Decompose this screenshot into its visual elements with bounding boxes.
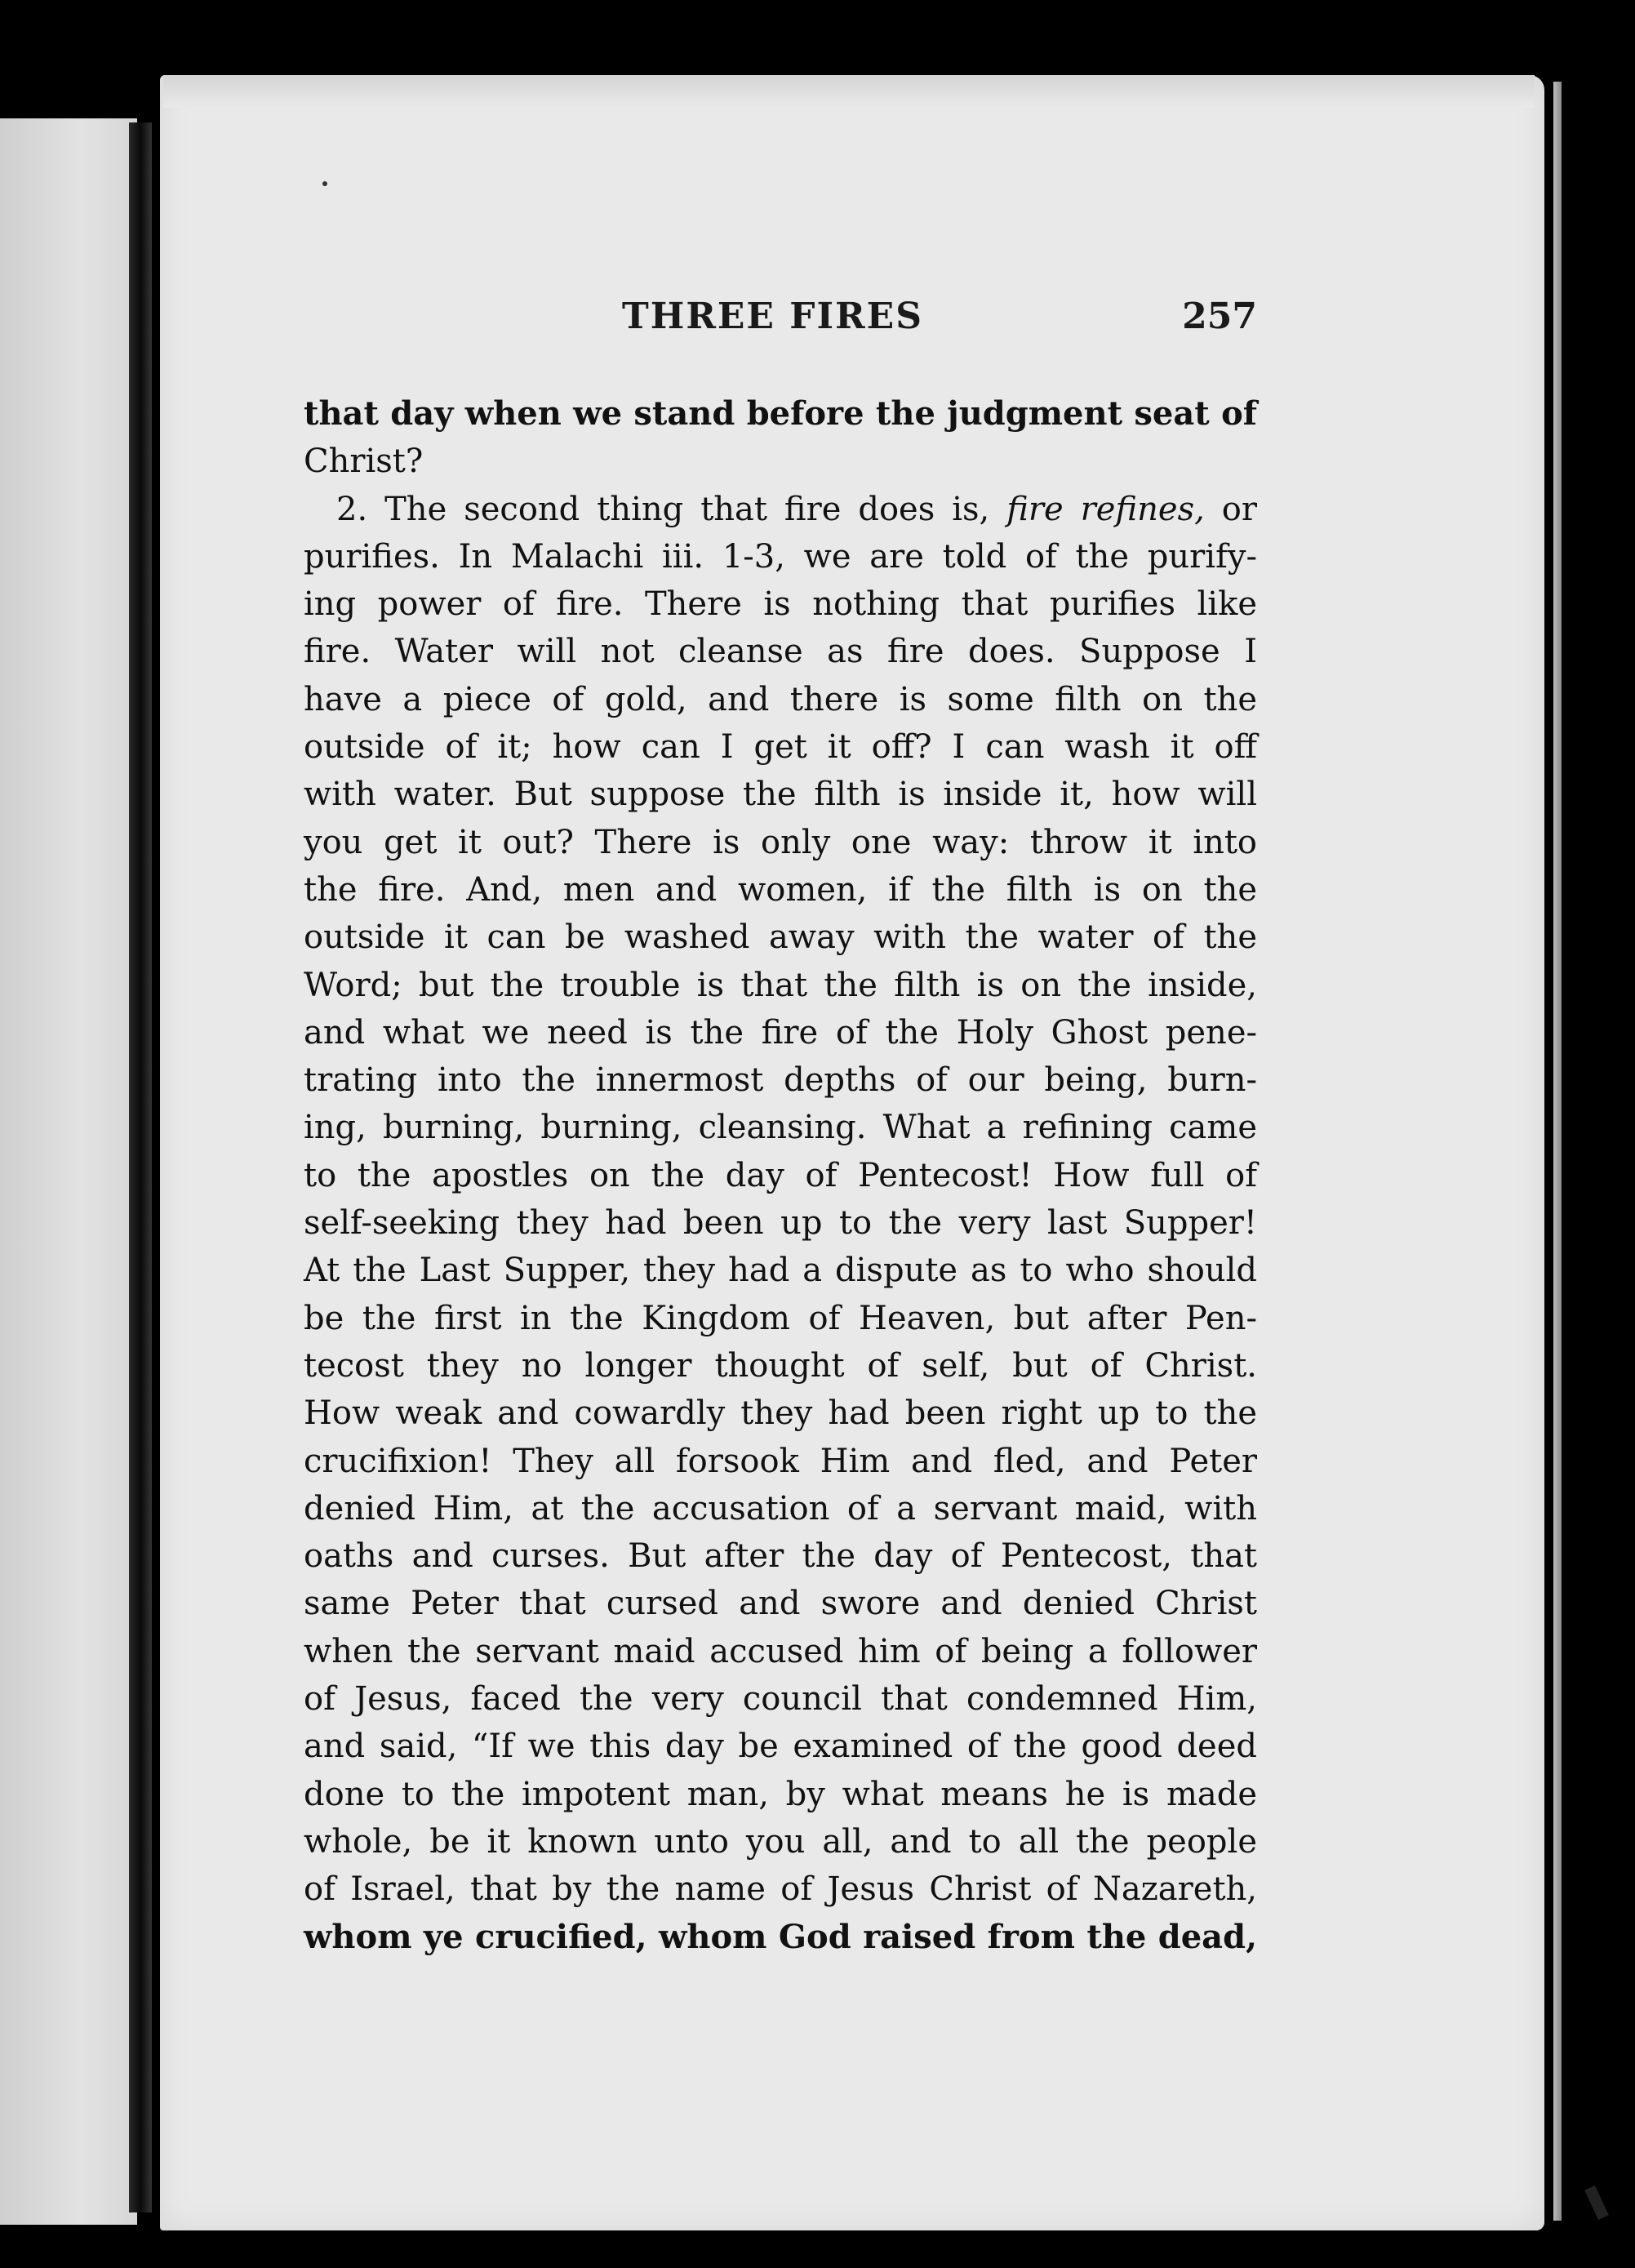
body-text [304,390,1257,1961]
page-top-shadow [163,75,1535,108]
text-line: At the Last Supper, they had a dispute as to who should [304,1252,1257,1290]
text-line: same Peter that cursed and swore and denied Christ [304,1585,1257,1623]
text-line: whom ye crucified, whom God raised from the dead, [304,1917,1257,1956]
page-number: 257 [1182,296,1257,337]
text-line: outside it can be washed away with the water of the [304,918,1257,957]
text-line: fire. Water will not cleanse as fire does. Suppose I [304,633,1257,671]
text-line: and said, “If we this day be examined of the good deed [304,1728,1257,1766]
corner-mark [1584,2186,1609,2220]
text-line: and what we need is the fire of the Holy Ghost pene- [304,1013,1257,1052]
text-line: purifies. In Malachi iii. 1-3, we are told of the purify- [304,537,1257,576]
text-line: oaths and curses. But after the day of Pentecost, that [304,1537,1257,1576]
text-line: with water. But suppose the filth is inside it, how will [304,776,1257,814]
text-line: be the first in the Kingdom of Heaven, but after Pen- [304,1299,1257,1337]
running-title: THREE FIRES [622,296,923,337]
text-segment: or [1204,490,1257,528]
text-line: whole, be it known unto you all, and to all the people [304,1822,1257,1861]
text-line: you get it out? There is only one way: throw it into [304,823,1257,861]
text-line: crucifixion! They all forsook Him and fled, and Peter [304,1442,1257,1480]
running-header [304,296,1257,345]
text-line: How weak and cowardly they had been right up to the [304,1394,1257,1433]
text-line [304,486,1257,533]
text-line: trating into the innermost depths of our being, burn- [304,1061,1257,1100]
text-line: when the servant maid accused him of being a follower [304,1632,1257,1670]
text-line: outside of it; how can I get it off? I can wash it off [304,728,1257,767]
text-line: the fire. And, men and women, if the filth is on the [304,870,1257,909]
text-line: ing power of fire. There is nothing that purifies like [304,585,1257,624]
text-line: Christ? [304,442,424,481]
text-segment: 2. The second thing that fire does is, [336,490,1007,528]
text-line: tecost they no longer thought of self, but of Christ. [304,1346,1257,1385]
text-line: self-seeking they had been up to the very last Supper! [304,1204,1257,1243]
page-right-edge [1553,82,1562,2221]
text-line: denied Him, at the accusation of a servant maid, with [304,1489,1257,1528]
text-line: to the apostles on the day of Pentecost! How full of [304,1156,1257,1194]
book-spine [129,122,152,2212]
facing-page-edge [0,118,137,2225]
text-line: of Israel, that by the name of Jesus Christ of Nazareth, [304,1870,1257,1909]
text-line: Word; but the trouble is that the filth is on the inside, [304,966,1257,1004]
ink-speck [322,181,327,186]
text-line: done to the impotent man, by what means he is made [304,1775,1257,1813]
text-line: that day when we stand before the judgment seat of [304,394,1257,433]
italic-phrase: fire refines, [1006,490,1205,528]
text-line: ing, burning, burning, cleansing. What a refining came [304,1109,1257,1147]
text-line: have a piece of gold, and there is some filth on the [304,680,1257,718]
text-line: of Jesus, faced the very council that condemned Him, [304,1680,1257,1719]
